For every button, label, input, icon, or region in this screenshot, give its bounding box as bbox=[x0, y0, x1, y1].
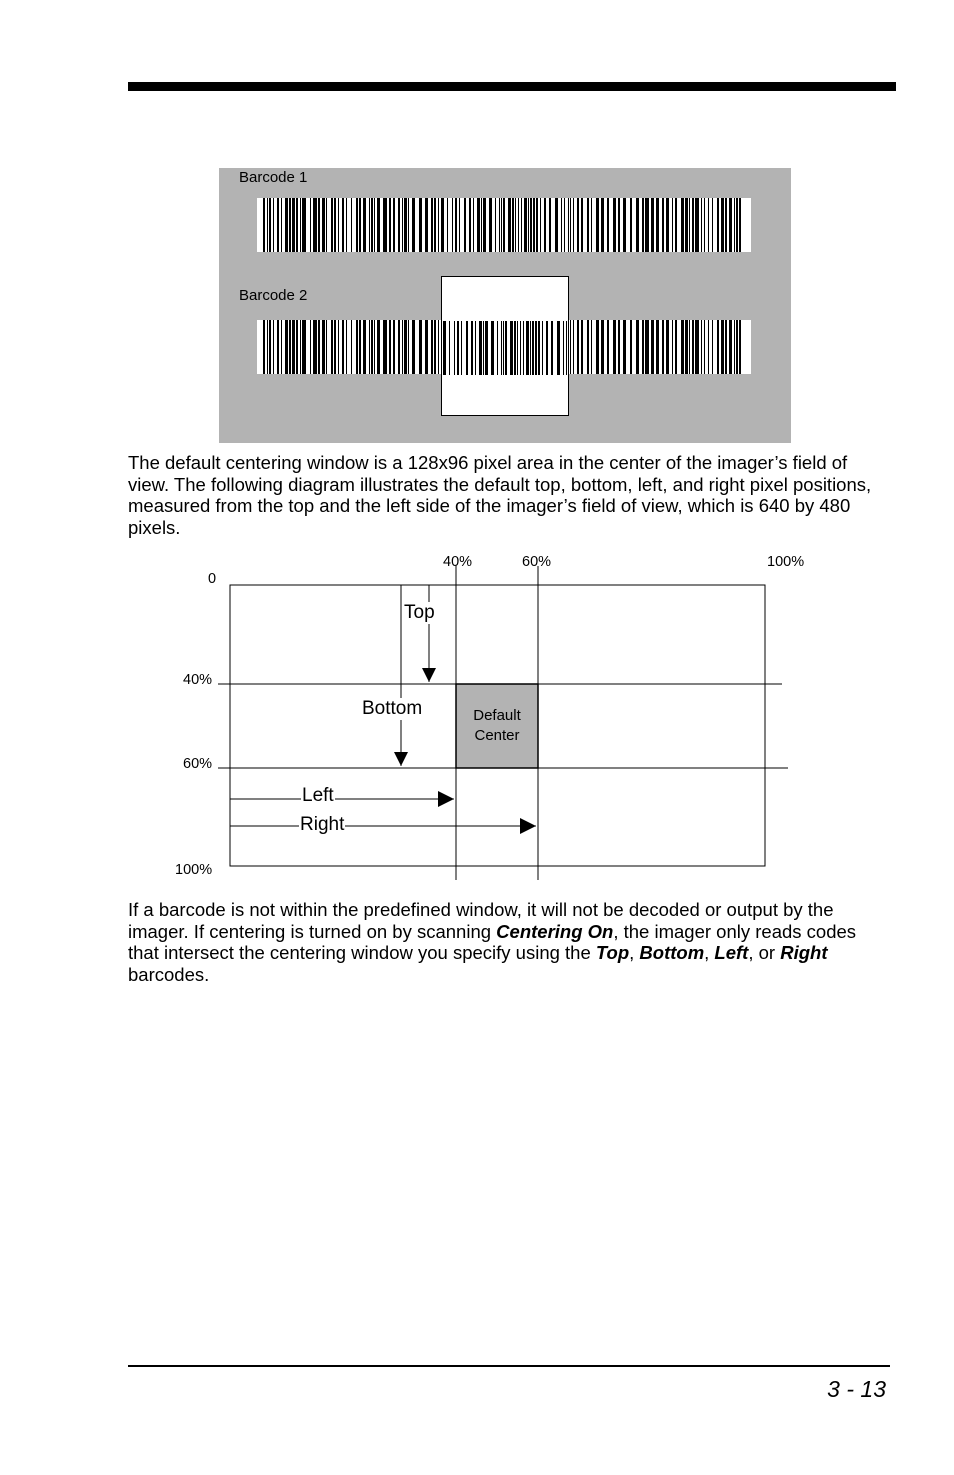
text-run: , bbox=[629, 942, 640, 963]
barcode-bar bbox=[269, 320, 271, 374]
barcode-bar bbox=[546, 321, 548, 375]
left-tick-100pct: 100% bbox=[175, 862, 213, 878]
barcode-bar bbox=[300, 320, 301, 374]
barcode-bar bbox=[441, 198, 444, 252]
barcode-bar bbox=[346, 198, 347, 252]
barcode-bar bbox=[662, 198, 664, 252]
barcode-bar bbox=[712, 198, 713, 252]
barcode-bar bbox=[263, 198, 265, 252]
barcode-bar bbox=[712, 320, 713, 374]
barcode-bar bbox=[515, 198, 516, 252]
barcode-bar bbox=[570, 198, 571, 252]
barcode-bar bbox=[645, 198, 649, 252]
barcode-bar bbox=[533, 198, 535, 252]
barcode-bar bbox=[523, 321, 524, 375]
barcode-bar bbox=[675, 198, 677, 252]
barcode-bar bbox=[469, 198, 471, 252]
barcode-bar bbox=[371, 198, 373, 252]
barcode-bar bbox=[503, 321, 504, 375]
barcode-bar bbox=[651, 320, 654, 374]
barcode-bar bbox=[708, 198, 709, 252]
barcode-bar bbox=[483, 198, 486, 252]
barcode-bar bbox=[587, 320, 589, 374]
barcode-bar bbox=[356, 320, 358, 374]
barcode-bar bbox=[520, 321, 521, 375]
bottom-term: Bottom bbox=[639, 942, 705, 963]
barcode-bar bbox=[544, 198, 546, 252]
barcode-bar bbox=[383, 320, 387, 374]
barcode-bar bbox=[281, 198, 282, 252]
barcode-bar bbox=[334, 320, 336, 374]
intro-paragraph: The default centering window is a 128x96 pixel area in the center of the imager’s field of view. The following diagram illustrates the default top, bottom, left, and right pixel positions, measured from the top and the left side of the imager’s field of view, which is 640 by 480 pixels. bbox=[128, 452, 872, 538]
barcode-bar bbox=[695, 198, 699, 252]
barcode-bar bbox=[508, 198, 511, 252]
barcode-bar bbox=[326, 320, 327, 374]
barcode-bar bbox=[521, 198, 522, 252]
barcode-bar bbox=[607, 320, 609, 374]
barcode-bar bbox=[725, 198, 727, 252]
barcode-bar bbox=[613, 198, 616, 252]
barcode-bar bbox=[374, 320, 375, 374]
barcode-bar bbox=[551, 321, 553, 375]
barcode-1-label: Barcode 1 bbox=[239, 169, 308, 186]
barcode-centering-figure bbox=[219, 168, 791, 443]
barcode-bar bbox=[471, 321, 473, 375]
barcode-bar bbox=[666, 198, 669, 252]
left-label: Left bbox=[302, 785, 334, 806]
barcode-bar bbox=[310, 198, 311, 252]
barcode-bar bbox=[464, 198, 466, 252]
barcode-bar bbox=[377, 320, 380, 374]
barcode-2-label: Barcode 2 bbox=[239, 287, 308, 304]
top-term: Top bbox=[595, 942, 630, 963]
barcode-bar bbox=[672, 320, 673, 374]
barcode-bar bbox=[618, 198, 620, 252]
barcode-bar bbox=[729, 320, 732, 374]
barcode-bar bbox=[540, 198, 541, 252]
barcode-bar bbox=[518, 198, 519, 252]
right-term: Right bbox=[780, 942, 828, 963]
barcode-bar bbox=[383, 198, 387, 252]
barcode-bar bbox=[717, 320, 719, 374]
barcode-bar bbox=[452, 198, 453, 252]
barcode-bar bbox=[573, 320, 574, 374]
header-rule bbox=[128, 82, 896, 91]
barcode-bar bbox=[601, 198, 604, 252]
barcode-bar bbox=[555, 198, 558, 252]
barcode-bar bbox=[371, 320, 373, 374]
barcode-bar bbox=[359, 198, 361, 252]
barcode-bar bbox=[342, 320, 344, 374]
barcode-bar bbox=[281, 320, 282, 374]
barcode-bar bbox=[318, 198, 320, 252]
barcode-bar bbox=[377, 198, 380, 252]
barcode-bar bbox=[734, 320, 735, 374]
barcode-bar bbox=[505, 321, 507, 375]
barcode-bar bbox=[296, 198, 298, 252]
barcode-bar bbox=[672, 198, 673, 252]
barcode-bar bbox=[721, 320, 724, 374]
barcode-bar bbox=[501, 198, 502, 252]
barcode-bar bbox=[485, 321, 488, 375]
barcode-bar bbox=[412, 198, 415, 252]
barcode-bar bbox=[577, 198, 579, 252]
right-label: Right bbox=[300, 814, 345, 835]
barcode-bar bbox=[607, 198, 609, 252]
barcode-bar bbox=[630, 320, 632, 374]
barcode-bar bbox=[524, 198, 527, 252]
barcode-bar bbox=[613, 320, 616, 374]
barcode-bar bbox=[526, 321, 529, 375]
barcode-bar bbox=[269, 198, 271, 252]
barcode-bar bbox=[528, 198, 529, 252]
text-run: , or bbox=[748, 942, 781, 963]
barcode-bar bbox=[535, 321, 537, 375]
barcode-bar bbox=[704, 320, 705, 374]
barcode-bar bbox=[408, 198, 409, 252]
barcode-bar bbox=[342, 198, 344, 252]
barcode-bar bbox=[704, 198, 705, 252]
text-run: , bbox=[704, 942, 715, 963]
barcode-bar bbox=[549, 198, 551, 252]
barcode-bar bbox=[402, 198, 403, 252]
barcode-bar bbox=[701, 320, 702, 374]
barcode-bar bbox=[263, 320, 265, 374]
barcode-bar bbox=[570, 320, 571, 374]
barcode-bar bbox=[277, 320, 279, 374]
barcode-bar bbox=[514, 321, 516, 375]
default-center-line-1: Default bbox=[473, 707, 521, 724]
barcode-bar bbox=[459, 198, 460, 252]
barcode-bar bbox=[530, 198, 532, 252]
barcode-bar bbox=[642, 198, 644, 252]
footer-rule bbox=[128, 1365, 890, 1367]
barcode-bar bbox=[656, 320, 659, 374]
barcode-bar bbox=[475, 321, 476, 375]
barcode-bar bbox=[338, 320, 339, 374]
barcode-bar bbox=[623, 320, 626, 374]
barcode-bar bbox=[530, 321, 531, 375]
barcode-bar bbox=[447, 198, 448, 252]
barcode-bar bbox=[536, 198, 538, 252]
barcode-bar bbox=[721, 198, 724, 252]
barcode-bar bbox=[313, 198, 317, 252]
barcode-bar bbox=[601, 320, 604, 374]
barcode-bar bbox=[739, 198, 741, 252]
barcode-bar bbox=[736, 320, 738, 374]
barcode-1 bbox=[257, 198, 751, 252]
barcode-bar bbox=[491, 321, 494, 375]
barcode-bar bbox=[651, 198, 654, 252]
barcode-bar bbox=[623, 198, 626, 252]
barcode-bar bbox=[645, 320, 649, 374]
barcode-bar bbox=[581, 198, 583, 252]
barcode-bar bbox=[483, 321, 484, 375]
barcode-bar bbox=[267, 198, 268, 252]
barcode-bar bbox=[273, 320, 274, 374]
barcode-bar bbox=[356, 198, 358, 252]
barcode-bar bbox=[359, 320, 361, 374]
barcode-bar bbox=[695, 320, 699, 374]
barcode-bar bbox=[564, 198, 565, 252]
barcode-bar bbox=[292, 320, 295, 374]
barcode-bar bbox=[566, 321, 567, 375]
barcode-bar bbox=[497, 321, 498, 375]
barcode-bar bbox=[374, 198, 375, 252]
barcode-bar bbox=[636, 320, 639, 374]
barcode-bar bbox=[692, 320, 694, 374]
barcode-bar bbox=[501, 321, 502, 375]
barcode-bar bbox=[389, 320, 391, 374]
barcode-bar bbox=[542, 321, 543, 375]
barcode-bar bbox=[461, 321, 462, 375]
centering-diagram bbox=[160, 548, 820, 888]
barcode-bar bbox=[736, 198, 738, 252]
barcode-bar bbox=[681, 320, 684, 374]
centering-window bbox=[441, 276, 569, 416]
barcode-bar bbox=[322, 198, 325, 252]
barcode-bar bbox=[725, 320, 727, 374]
left-term: Left bbox=[714, 942, 749, 963]
top-tick-100pct: 100% bbox=[767, 554, 805, 570]
barcode-bar bbox=[499, 198, 500, 252]
barcode-bar bbox=[701, 198, 702, 252]
left-tick-60pct: 60% bbox=[183, 756, 213, 772]
barcode-bar bbox=[489, 198, 492, 252]
barcode-bar bbox=[302, 320, 306, 374]
centering-window-barcode-slice bbox=[442, 321, 568, 375]
barcode-bar bbox=[596, 320, 599, 374]
barcode-bar bbox=[443, 321, 446, 375]
barcode-bar bbox=[408, 320, 409, 374]
barcode-bar bbox=[454, 321, 455, 375]
barcode-bar bbox=[431, 320, 433, 374]
barcode-bar bbox=[618, 320, 620, 374]
centering-on-term: Centering On bbox=[496, 920, 614, 942]
bottom-label: Bottom bbox=[362, 698, 423, 719]
barcode-bar bbox=[662, 320, 664, 374]
barcode-bar bbox=[393, 320, 395, 374]
barcode-bar bbox=[302, 198, 306, 252]
barcode-bar bbox=[326, 198, 327, 252]
barcode-bar bbox=[517, 321, 518, 375]
page-number: 3 - 13 bbox=[827, 1376, 886, 1402]
barcode-bar bbox=[473, 198, 474, 252]
barcode-bar bbox=[398, 320, 400, 374]
barcode-bar bbox=[331, 198, 333, 252]
barcode-bar bbox=[510, 321, 513, 375]
barcode-bar bbox=[708, 320, 709, 374]
barcode-bar bbox=[675, 320, 677, 374]
barcode-bar bbox=[512, 198, 514, 252]
barcode-bar bbox=[656, 198, 659, 252]
barcode-bar bbox=[351, 320, 352, 374]
barcode-bar bbox=[277, 198, 279, 252]
left-tick-40pct: 40% bbox=[183, 672, 213, 688]
barcode-bar bbox=[425, 198, 428, 252]
barcode-bar bbox=[369, 320, 370, 374]
barcode-bar bbox=[267, 320, 268, 374]
barcode-bar bbox=[642, 320, 644, 374]
barcode-bar bbox=[289, 198, 291, 252]
barcode-bar bbox=[313, 320, 317, 374]
barcode-bar bbox=[285, 320, 288, 374]
barcode-2-bars-inside-window bbox=[442, 321, 568, 375]
text-run: If a barcode is not within the predefined window, it will not be decoded or output by the imager. If centering is turned on by scanning bbox=[128, 899, 834, 942]
barcode-bar bbox=[561, 198, 562, 252]
barcode-bar bbox=[318, 320, 320, 374]
barcode-bar bbox=[689, 198, 690, 252]
barcode-bar bbox=[338, 198, 339, 252]
barcode-bar bbox=[563, 321, 564, 375]
barcode-bar bbox=[734, 198, 735, 252]
barcode-bar bbox=[438, 198, 439, 252]
barcode-bar bbox=[636, 198, 639, 252]
barcode-bar bbox=[296, 320, 298, 374]
barcode-bar bbox=[393, 198, 395, 252]
barcode-bar bbox=[363, 198, 366, 252]
barcode-bar bbox=[557, 321, 560, 375]
barcode-bar bbox=[739, 320, 741, 374]
barcode-bar bbox=[431, 198, 433, 252]
barcode-bar bbox=[455, 198, 457, 252]
barcode-bar bbox=[404, 320, 407, 374]
barcode-1-bars bbox=[257, 198, 751, 252]
top-label: Top bbox=[404, 602, 435, 623]
barcode-bar bbox=[438, 320, 439, 374]
barcode-bar bbox=[581, 320, 583, 374]
barcode-bar bbox=[434, 198, 436, 252]
barcode-bar bbox=[351, 198, 352, 252]
default-center-line-2: Center bbox=[474, 727, 520, 744]
top-tick-60pct: 60% bbox=[522, 554, 552, 570]
barcode-bar bbox=[685, 320, 688, 374]
barcode-bar bbox=[479, 321, 482, 375]
barcode-bar bbox=[577, 320, 579, 374]
barcode-bar bbox=[717, 198, 719, 252]
barcode-bar bbox=[310, 320, 311, 374]
barcode-bar bbox=[434, 320, 436, 374]
barcode-bar bbox=[419, 320, 422, 374]
barcode-bar bbox=[389, 198, 391, 252]
barcode-bar bbox=[503, 198, 505, 252]
barcode-bar bbox=[568, 198, 569, 252]
barcode-bar bbox=[587, 198, 589, 252]
barcode-bar bbox=[591, 198, 592, 252]
barcode-bar bbox=[532, 321, 534, 375]
barcode-bar bbox=[685, 198, 688, 252]
left-tick-0: 0 bbox=[208, 571, 217, 587]
barcode-bar bbox=[363, 320, 366, 374]
barcode-bar bbox=[466, 321, 468, 375]
barcode-bar bbox=[477, 198, 480, 252]
default-center-label bbox=[456, 684, 538, 768]
barcode-bar bbox=[596, 198, 599, 252]
barcode-bar bbox=[322, 320, 325, 374]
barcode-bar bbox=[591, 320, 592, 374]
barcode-bar bbox=[729, 198, 732, 252]
barcode-bar bbox=[404, 198, 407, 252]
centering-explanation-paragraph bbox=[128, 899, 888, 985]
barcode-bar bbox=[449, 321, 450, 375]
barcode-bar bbox=[285, 198, 288, 252]
barcode-bar bbox=[289, 320, 291, 374]
text-run: barcodes. bbox=[128, 963, 210, 985]
barcode-bar bbox=[630, 198, 632, 252]
barcode-bar bbox=[538, 321, 540, 375]
barcode-bar bbox=[681, 198, 684, 252]
barcode-bar bbox=[292, 198, 295, 252]
barcode-bar bbox=[331, 320, 333, 374]
barcode-bar bbox=[573, 198, 574, 252]
barcode-bar bbox=[300, 198, 301, 252]
barcode-bar bbox=[412, 320, 415, 374]
barcode-bar bbox=[481, 198, 482, 252]
barcode-bar bbox=[419, 198, 422, 252]
barcode-bar bbox=[334, 198, 336, 252]
barcode-bar bbox=[495, 198, 496, 252]
barcode-bar bbox=[457, 321, 459, 375]
barcode-bar bbox=[666, 320, 669, 374]
barcode-bar bbox=[692, 198, 694, 252]
barcode-bar bbox=[398, 198, 400, 252]
barcode-bar bbox=[346, 320, 347, 374]
barcode-bar bbox=[402, 320, 403, 374]
top-tick-40pct: 40% bbox=[443, 554, 473, 570]
barcode-bar bbox=[689, 320, 690, 374]
barcode-bar bbox=[273, 198, 274, 252]
barcode-bar bbox=[425, 320, 428, 374]
barcode-bar bbox=[369, 198, 370, 252]
text-run: , the imager only reads codes that intersect the centering window you specify using the bbox=[128, 920, 857, 963]
